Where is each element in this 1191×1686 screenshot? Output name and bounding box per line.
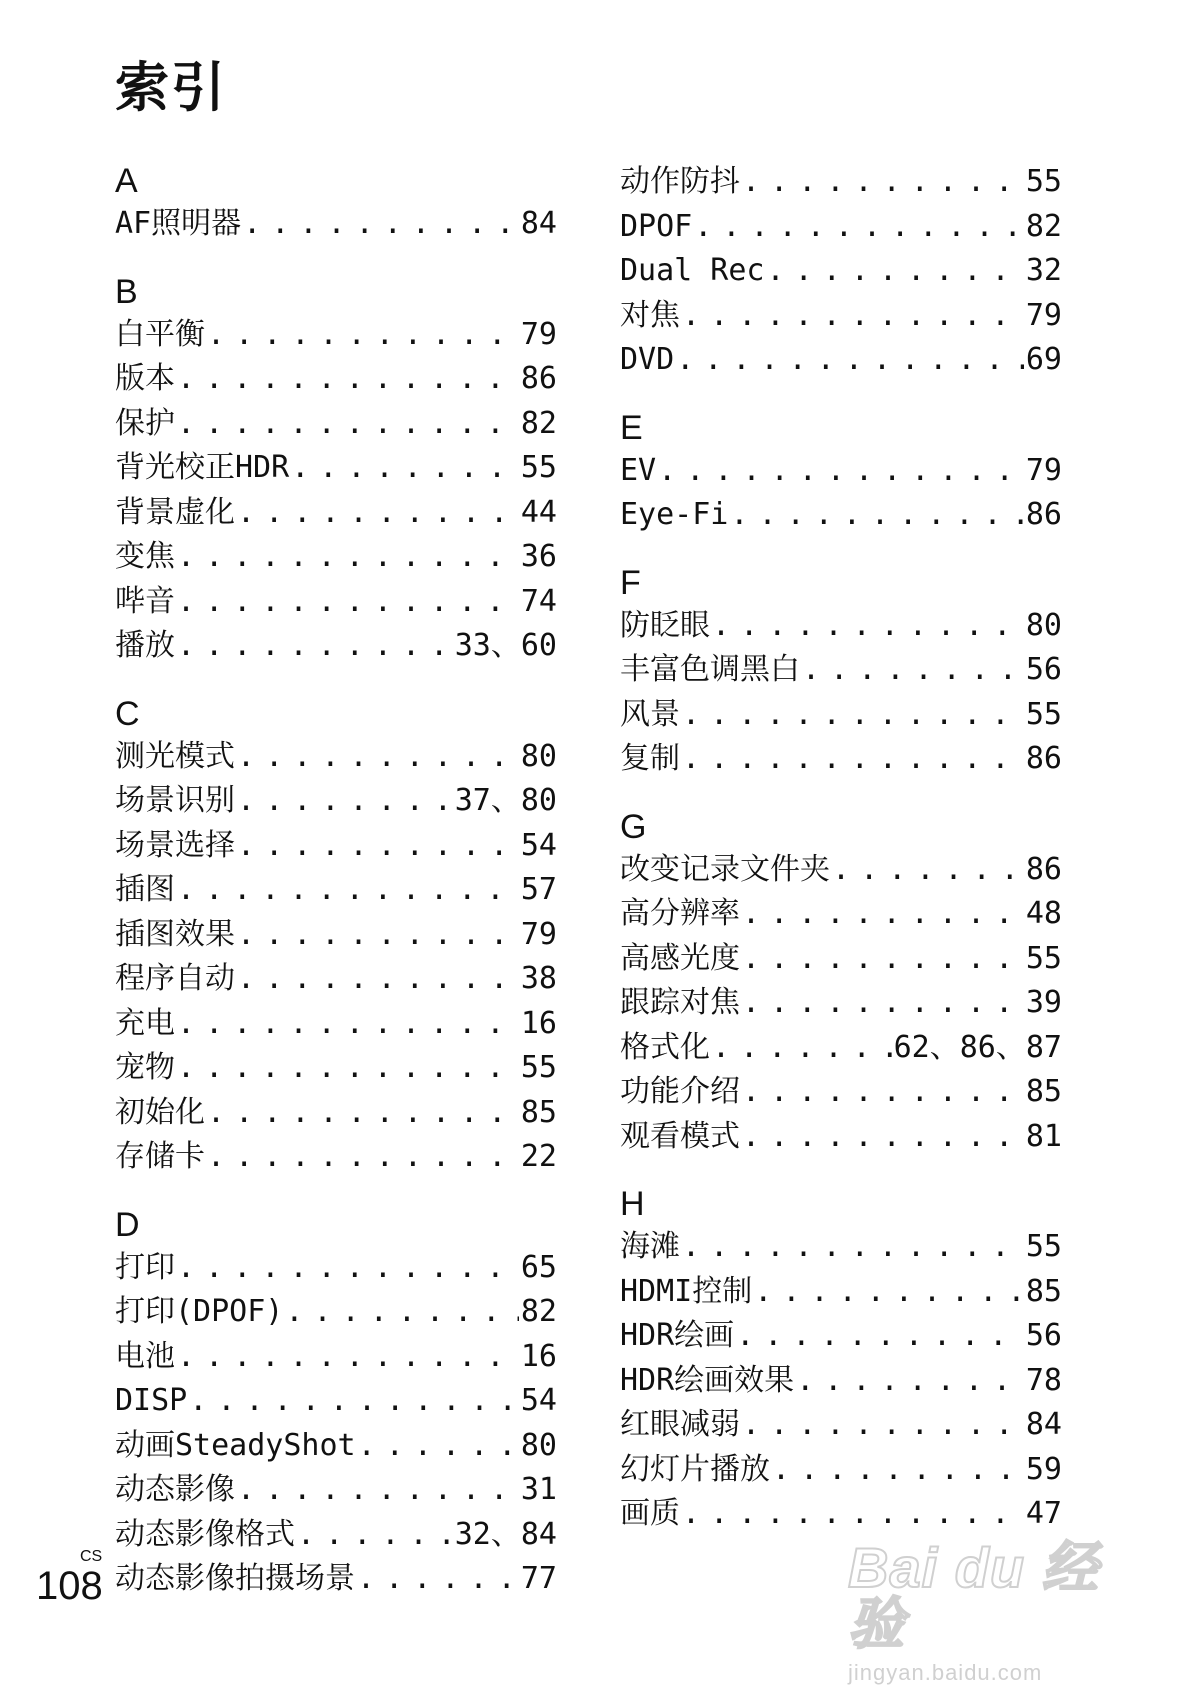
entry-pages: 78 [1025, 1362, 1062, 1398]
dot-leader [243, 202, 519, 247]
entry-pages: 79 [1025, 452, 1062, 488]
entry-pages: 82 [520, 1294, 557, 1329]
entry-pages: 16 [520, 1005, 557, 1041]
entry-pages: 55 [1025, 164, 1062, 199]
dot-leader [694, 205, 1024, 250]
dot-leader [237, 491, 519, 536]
dot-leader [682, 693, 1024, 738]
dot-leader [802, 648, 1024, 693]
index-entry [620, 648, 1062, 693]
entry-term: 变焦 [115, 539, 175, 574]
entry-term: 对焦 [620, 297, 680, 333]
language-code: CS [80, 1548, 103, 1565]
entry-term: 宠物 [115, 1050, 175, 1085]
entry-pages: 82 [520, 405, 557, 441]
entry-pages: 82 [1025, 208, 1062, 244]
dot-leader [357, 1557, 519, 1602]
index-section [115, 271, 557, 669]
index-section [115, 160, 557, 247]
entry-pages: 55 [1025, 696, 1062, 732]
entry-term: 保护 [115, 405, 175, 441]
entry-term: DVD [620, 342, 675, 377]
entry-term: 打印(DPOF) [115, 1294, 284, 1329]
entry-term: 插图 [115, 872, 175, 907]
index-entry [115, 1002, 557, 1047]
index-column-right [620, 160, 1062, 1561]
index-section [620, 562, 1062, 782]
index-entry [115, 624, 557, 669]
dot-leader [177, 1002, 519, 1047]
entry-term: HDR绘画 [620, 1318, 735, 1353]
index-entry [620, 493, 1062, 538]
dot-leader [177, 1246, 519, 1291]
index-section [620, 806, 1062, 1160]
entry-pages: 77 [520, 1561, 557, 1596]
index-section [115, 693, 557, 1180]
section-letter: B [115, 272, 138, 311]
entry-term: AF照明器 [115, 206, 242, 241]
dot-leader [237, 735, 519, 780]
index-entry [620, 449, 1062, 494]
entry-term: 风景 [620, 696, 680, 732]
dot-leader [832, 848, 1024, 893]
entry-term: Dual Rec [620, 253, 765, 288]
index-entry [620, 1070, 1062, 1115]
dot-leader [237, 1468, 519, 1513]
index-section [620, 407, 1062, 538]
dot-leader [676, 338, 1024, 383]
entry-pages: 85 [1025, 1074, 1062, 1109]
entry-pages: 22 [520, 1139, 557, 1174]
entry-pages: 32、84 [454, 1516, 557, 1552]
index-entry [115, 868, 557, 913]
entry-pages: 44 [520, 494, 557, 530]
entry-pages: 32 [1025, 253, 1062, 288]
entry-pages: 31 [520, 1472, 557, 1507]
index-entry [115, 402, 557, 447]
entry-pages: 16 [520, 1338, 557, 1374]
entry-term: HDR绘画效果 [620, 1362, 795, 1398]
index-entry [115, 1424, 557, 1469]
dot-leader [177, 868, 519, 913]
dot-leader [767, 249, 1024, 294]
entry-term: 复制 [620, 741, 680, 776]
entry-pages: 86 [1025, 741, 1062, 776]
dot-leader [742, 1403, 1024, 1448]
index-entry [620, 1270, 1062, 1315]
entry-pages: 36 [520, 539, 557, 574]
index-entry [620, 160, 1062, 205]
entry-pages: 79 [1025, 297, 1062, 333]
entry-pages: 85 [520, 1094, 557, 1130]
entry-term: Eye-Fi [620, 497, 729, 532]
index-entry [115, 580, 557, 625]
dot-leader [682, 294, 1024, 339]
entry-term: 观看模式 [620, 1118, 740, 1154]
index-entry [115, 535, 557, 580]
entry-term: 高感光度 [620, 940, 740, 976]
index-entry [620, 1115, 1062, 1160]
index-entry [115, 202, 557, 247]
dot-leader [742, 160, 1024, 205]
entry-term: 动态影像格式 [115, 1516, 295, 1552]
entry-pages: 84 [1025, 1407, 1062, 1442]
index-section [620, 160, 1062, 383]
index-entry [115, 491, 557, 536]
index-entry [620, 737, 1062, 782]
index-entry [115, 1246, 557, 1291]
entry-term: 测光模式 [115, 738, 235, 774]
index-entry [115, 1468, 557, 1513]
entry-pages: 57 [520, 872, 557, 907]
entry-term: 海滩 [620, 1229, 680, 1264]
dot-leader [742, 892, 1024, 937]
entry-term: 插图效果 [115, 916, 235, 952]
dot-leader [177, 580, 519, 625]
index-entry [115, 735, 557, 780]
dot-leader [237, 779, 453, 824]
entry-pages: 86 [1025, 851, 1062, 887]
index-entry [620, 294, 1062, 339]
entry-pages: 54 [520, 827, 557, 863]
entry-pages: 62、86、87 [893, 1029, 1062, 1065]
entry-term: 打印 [115, 1249, 175, 1285]
page-number: 108 [36, 1564, 103, 1608]
dot-leader [237, 957, 519, 1002]
entry-term: 场景选择 [115, 827, 235, 863]
entry-pages: 55 [520, 1050, 557, 1085]
index-entry [620, 892, 1062, 937]
index-entry [115, 446, 557, 491]
section-letter: H [620, 1185, 645, 1223]
index-entry [620, 1359, 1062, 1404]
index-entry [115, 1335, 557, 1380]
entry-pages: 38 [520, 961, 557, 996]
dot-leader [682, 737, 1024, 782]
index-entry [115, 1290, 557, 1335]
page-title: 索引 [115, 56, 227, 119]
index-section [620, 1183, 1062, 1537]
entry-pages: 86 [1025, 497, 1062, 532]
entry-pages: 59 [1025, 1451, 1062, 1487]
index-entry [620, 604, 1062, 649]
index-entry [115, 1046, 557, 1091]
entry-term: 存储卡 [115, 1139, 205, 1174]
entry-term: 充电 [115, 1005, 175, 1041]
entry-pages: 47 [1025, 1496, 1062, 1531]
section-letter: G [620, 807, 647, 846]
entry-term: 跟踪对焦 [620, 985, 740, 1020]
dot-leader [742, 1115, 1024, 1160]
entry-pages: 55 [1025, 1229, 1062, 1264]
entry-pages: 56 [1025, 652, 1062, 687]
index-entry [620, 981, 1062, 1026]
entry-term: 动画SteadyShot [115, 1427, 356, 1463]
entry-term: 初始化 [115, 1094, 205, 1130]
index-entry [620, 693, 1062, 738]
index-entry [115, 357, 557, 402]
index-entry [115, 1379, 557, 1424]
entry-term: 动态影像拍摄场景 [115, 1561, 355, 1596]
index-entry [620, 1026, 1062, 1071]
entry-pages: 69 [1025, 342, 1062, 377]
section-letter: E [620, 408, 643, 447]
entry-term: 丰富色调黑白 [620, 652, 800, 687]
entry-term: DPOF [620, 208, 693, 244]
index-entry [115, 1091, 557, 1136]
dot-leader [189, 1379, 519, 1424]
dot-leader [682, 1492, 1024, 1537]
index-entry [115, 824, 557, 869]
dot-leader [207, 313, 519, 358]
dot-leader [291, 446, 519, 491]
entry-pages: 79 [520, 916, 557, 952]
entry-pages: 55 [1025, 940, 1062, 976]
entry-term: 电池 [115, 1338, 175, 1374]
dot-leader [207, 1135, 519, 1180]
entry-term: 哔音 [115, 583, 175, 619]
index-entry [620, 338, 1062, 383]
entry-term: 背景虚化 [115, 494, 235, 530]
entry-pages: 80 [520, 738, 557, 774]
dot-leader [712, 604, 1024, 649]
entry-term: 功能介绍 [620, 1074, 740, 1109]
index-entry [620, 848, 1062, 893]
dot-leader [736, 1314, 1024, 1359]
dot-leader [177, 357, 519, 402]
entry-pages: 80 [520, 1427, 557, 1463]
dot-leader [207, 1091, 519, 1136]
entry-pages: 54 [520, 1383, 557, 1418]
section-letter: C [115, 694, 140, 733]
entry-term: EV [620, 452, 657, 488]
index-entry [115, 1557, 557, 1602]
entry-term: 程序自动 [115, 961, 235, 996]
entry-pages: 85 [1025, 1273, 1062, 1309]
dot-leader [742, 981, 1024, 1026]
entry-term: 播放 [115, 628, 175, 663]
entry-pages: 55 [520, 450, 557, 485]
index-entry [115, 313, 557, 358]
entry-term: 格式化 [620, 1029, 710, 1065]
dot-leader [177, 1335, 519, 1380]
index-entry [115, 957, 557, 1002]
watermark-logo: Bai du 经验 [848, 1536, 1099, 1655]
dot-leader [285, 1290, 519, 1335]
dot-leader [177, 1046, 519, 1091]
entry-pages: 79 [520, 316, 557, 352]
watermark-url: jingyan.baidu.com [848, 1660, 1043, 1685]
dot-leader [237, 913, 519, 958]
dot-leader [177, 624, 453, 669]
entry-pages: 65 [520, 1249, 557, 1285]
entry-term: 画质 [620, 1496, 680, 1531]
index-entry [115, 913, 557, 958]
dot-leader [658, 449, 1024, 494]
index-entry [620, 205, 1062, 250]
entry-pages: 39 [1025, 985, 1062, 1020]
dot-leader [730, 493, 1024, 538]
entry-pages: 48 [1025, 896, 1062, 931]
baidu-watermark [848, 1536, 1148, 1685]
entry-pages: 80 [1025, 607, 1062, 643]
entry-term: DISP [115, 1383, 188, 1418]
entry-pages: 84 [520, 206, 557, 241]
dot-leader [754, 1270, 1024, 1315]
index-entry [620, 1225, 1062, 1270]
index-entry [115, 1513, 557, 1558]
entry-term: 红眼减弱 [620, 1407, 740, 1442]
entry-term: 动作防抖 [620, 164, 740, 199]
index-entry [620, 249, 1062, 294]
index-entry [620, 1314, 1062, 1359]
entry-pages: 56 [1025, 1318, 1062, 1353]
section-letter: F [620, 563, 641, 602]
dot-leader [297, 1513, 453, 1558]
section-letter: D [115, 1205, 140, 1244]
entry-pages: 86 [520, 361, 557, 396]
entry-term: 防眨眼 [620, 607, 710, 643]
dot-leader [237, 824, 519, 869]
index-entry [620, 937, 1062, 982]
index-entry [620, 1403, 1062, 1448]
index-section [115, 1204, 557, 1602]
entry-term: 幻灯片播放 [620, 1451, 770, 1487]
index-column-left [115, 160, 557, 1626]
entry-term: 背光校正HDR [115, 450, 290, 485]
dot-leader [682, 1225, 1024, 1270]
entry-term: 动态影像 [115, 1472, 235, 1507]
section-letter: A [115, 162, 138, 200]
dot-leader [796, 1359, 1024, 1404]
index-entry [620, 1492, 1062, 1537]
index-entry [620, 1448, 1062, 1493]
dot-leader [712, 1026, 892, 1071]
entry-term: 版本 [115, 361, 175, 396]
entry-term: 改变记录文件夹 [620, 851, 830, 887]
dot-leader [742, 937, 1024, 982]
index-entry [115, 1135, 557, 1180]
dot-leader [358, 1424, 519, 1469]
entry-term: 白平衡 [115, 316, 205, 352]
entry-term: HDMI控制 [620, 1273, 753, 1309]
entry-pages: 81 [1025, 1118, 1062, 1154]
entry-term: 高分辨率 [620, 896, 740, 931]
entry-term: 场景识别 [115, 783, 235, 818]
entry-pages: 37、80 [454, 783, 557, 818]
index-entry [115, 779, 557, 824]
entry-pages: 33、60 [454, 628, 557, 663]
dot-leader [772, 1448, 1024, 1493]
dot-leader [742, 1070, 1024, 1115]
entry-pages: 74 [520, 583, 557, 619]
dot-leader [177, 535, 519, 580]
dot-leader [177, 402, 519, 447]
